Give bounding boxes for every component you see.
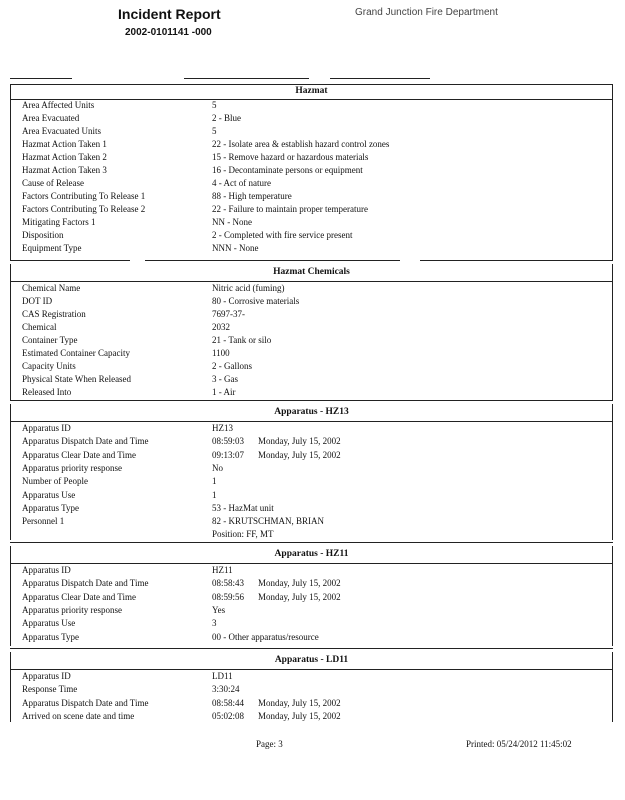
top-rule (330, 78, 430, 79)
field-label: Apparatus Use (22, 489, 76, 500)
field-row (22, 711, 341, 721)
field-label: CAS Registration (22, 309, 86, 319)
field-value: 1 (212, 476, 217, 487)
section-header-rule (11, 669, 612, 670)
field-row (22, 423, 233, 433)
field-label: Estimated Container Capacity (22, 348, 130, 358)
section-header-rule (11, 563, 612, 564)
field-label: Factors Contributing To Release 2 (22, 204, 146, 214)
field-label: Apparatus priority response (22, 462, 122, 473)
section-title: Hazmat Chemicals (273, 267, 350, 277)
field-row (22, 335, 271, 345)
field-row (22, 283, 284, 293)
field-label: Container Type (22, 335, 78, 345)
field-row (22, 436, 341, 446)
field-value: NN - None (212, 217, 252, 227)
field-row (22, 671, 233, 681)
field-label: Number of People (22, 476, 88, 487)
field-row (22, 516, 324, 526)
field-label: Released Into (22, 387, 72, 397)
field-value: 3 (212, 618, 217, 629)
field-label: Hazmat Action Taken 3 (22, 165, 107, 175)
field-value: Position: FF, MT (212, 529, 274, 540)
field-row (22, 126, 217, 136)
field-label: Apparatus Dispatch Date and Time (22, 436, 149, 447)
section-title: Apparatus - HZ13 (274, 407, 349, 417)
field-value: 08:59:56 (212, 591, 245, 602)
field-label: Apparatus Type (22, 502, 79, 513)
field-row (22, 374, 238, 384)
field-row (22, 361, 252, 371)
field-label: Physical State When Released (22, 374, 132, 384)
page-number: Page: 3 (256, 739, 283, 749)
field-value: 7697-37- (212, 309, 245, 319)
field-value: 08:58:44 (212, 697, 245, 708)
field-row (22, 165, 363, 175)
field-row (22, 243, 259, 253)
field-row (22, 113, 241, 123)
field-label: Mitigating Factors 1 (22, 217, 96, 227)
section-top-rule (11, 84, 612, 85)
field-row (22, 578, 341, 588)
field-label: Chemical (22, 322, 57, 332)
field-row (22, 463, 223, 473)
field-row (22, 152, 368, 162)
field-label: Apparatus Use (22, 618, 76, 629)
field-date: Monday, July 15, 2002 (258, 578, 341, 589)
field-label: Equipment Type (22, 243, 82, 253)
field-date: Monday, July 15, 2002 (258, 710, 341, 721)
field-row (22, 309, 245, 319)
field-row (22, 618, 217, 628)
field-value: 88 - High temperature (212, 191, 292, 201)
field-value: 2 - Blue (212, 113, 241, 123)
field-label: Response Time (22, 684, 78, 695)
field-value: 4 - Act of nature (212, 178, 271, 188)
field-value: 08:59:03 (212, 436, 245, 447)
field-value: HZ11 (212, 565, 233, 575)
field-value: 5 (212, 100, 217, 110)
field-value: Yes (212, 604, 226, 615)
field-date: Monday, July 15, 2002 (258, 697, 341, 708)
field-label: Apparatus ID (22, 671, 71, 681)
field-row (22, 100, 217, 110)
field-date: Monday, July 15, 2002 (258, 591, 341, 602)
field-value: HZ13 (212, 423, 233, 433)
section-bottom-rule (420, 260, 613, 261)
field-label: Apparatus Dispatch Date and Time (22, 697, 149, 708)
field-label: Hazmat Action Taken 2 (22, 152, 107, 162)
field-row (22, 605, 225, 615)
section-header-rule (11, 281, 612, 282)
field-label: Apparatus ID (22, 565, 71, 575)
field-label: Apparatus Clear Date and Time (22, 449, 136, 460)
section-bottom-rule (10, 260, 130, 261)
field-row (22, 139, 389, 149)
field-label: Chemical Name (22, 283, 81, 293)
field-date: Monday, July 15, 2002 (258, 449, 341, 460)
field-row (22, 191, 292, 201)
field-label: Area Evacuated Units (22, 126, 101, 136)
field-date: Monday, July 15, 2002 (258, 436, 341, 447)
field-value: 1100 (212, 348, 230, 358)
field-value: 16 - Decontaminate persons or equipment (212, 165, 363, 175)
field-row (22, 348, 230, 358)
field-label: Capacity Units (22, 361, 76, 371)
field-row (22, 230, 352, 240)
field-label: Arrived on scene date and time (22, 710, 135, 721)
field-label: Factors Contributing To Release 1 (22, 191, 146, 201)
field-value: 1 (212, 489, 217, 500)
field-row (22, 529, 274, 539)
field-value: 08:58:43 (212, 578, 245, 589)
field-label: Area Evacuated (22, 113, 80, 123)
field-label: Apparatus Type (22, 631, 79, 642)
section-title: Hazmat (295, 86, 328, 96)
field-label: Hazmat Action Taken 1 (22, 139, 107, 149)
field-value: No (212, 462, 223, 473)
field-value: 22 - Isolate area & establish hazard control zones (212, 139, 390, 149)
section-title: Apparatus - LD11 (274, 655, 349, 665)
field-value: 21 - Tank or silo (212, 335, 272, 345)
field-row (22, 698, 341, 708)
field-value: 00 - Other apparatus/resource (212, 631, 319, 642)
field-row (22, 204, 368, 214)
field-row (22, 684, 240, 694)
field-value: 3 - Gas (212, 374, 238, 384)
top-rule (10, 78, 72, 79)
section-bottom-rule (10, 648, 613, 649)
field-value: 2032 (212, 322, 230, 332)
report-title: Incident Report (118, 6, 221, 22)
department-name: Grand Junction Fire Department (355, 7, 498, 18)
section-header-rule (11, 421, 612, 422)
field-row (22, 565, 233, 575)
field-value: 09:13:07 (212, 449, 245, 460)
field-value: 53 - HazMat unit (212, 502, 274, 513)
field-label: Disposition (22, 230, 64, 240)
field-row (22, 476, 217, 486)
field-value: Nitric acid (fuming) (212, 283, 285, 293)
field-value: 3:30:24 (212, 684, 240, 695)
field-value: NNN - None (212, 243, 259, 253)
printed-timestamp: Printed: 05/24/2012 11:45:02 (466, 739, 572, 749)
field-row (22, 322, 230, 332)
section-title: Apparatus - HZ11 (274, 549, 349, 559)
field-value: 5 (212, 126, 217, 136)
field-label: Apparatus priority response (22, 604, 122, 615)
field-value: 82 - KRUTSCHMAN, BRIAN (212, 516, 325, 527)
section-bottom-rule (10, 400, 613, 401)
field-label: Area Affected Units (22, 100, 95, 110)
section-bottom-rule (10, 542, 613, 543)
field-row (22, 387, 236, 397)
section-bottom-rule (145, 260, 400, 261)
field-value: LD11 (212, 671, 233, 681)
field-row (22, 178, 271, 188)
field-row (22, 217, 252, 227)
field-row (22, 490, 217, 500)
field-value: 15 - Remove hazard or hazardous materials (212, 152, 369, 162)
field-row (22, 450, 341, 460)
field-row (22, 592, 341, 602)
field-value: 2 - Gallons (212, 361, 252, 371)
field-row (22, 632, 319, 642)
field-label: Apparatus Dispatch Date and Time (22, 578, 149, 589)
field-row (22, 296, 299, 306)
field-row (22, 503, 274, 513)
field-value: 2 - Completed with fire service present (212, 230, 353, 240)
field-label: Apparatus Clear Date and Time (22, 591, 136, 602)
field-value: 80 - Corrosive materials (212, 296, 300, 306)
field-value: 22 - Failure to maintain proper temperature (212, 204, 368, 214)
field-label: Personnel 1 (22, 516, 65, 527)
field-value: 05:02:08 (212, 710, 245, 721)
top-rule (184, 78, 309, 79)
field-label: DOT ID (22, 296, 53, 306)
field-label: Cause of Release (22, 178, 84, 188)
field-label: Apparatus ID (22, 423, 71, 433)
incident-number: 2002-0101141 -000 (125, 27, 212, 38)
field-value: 1 - Air (212, 387, 236, 397)
